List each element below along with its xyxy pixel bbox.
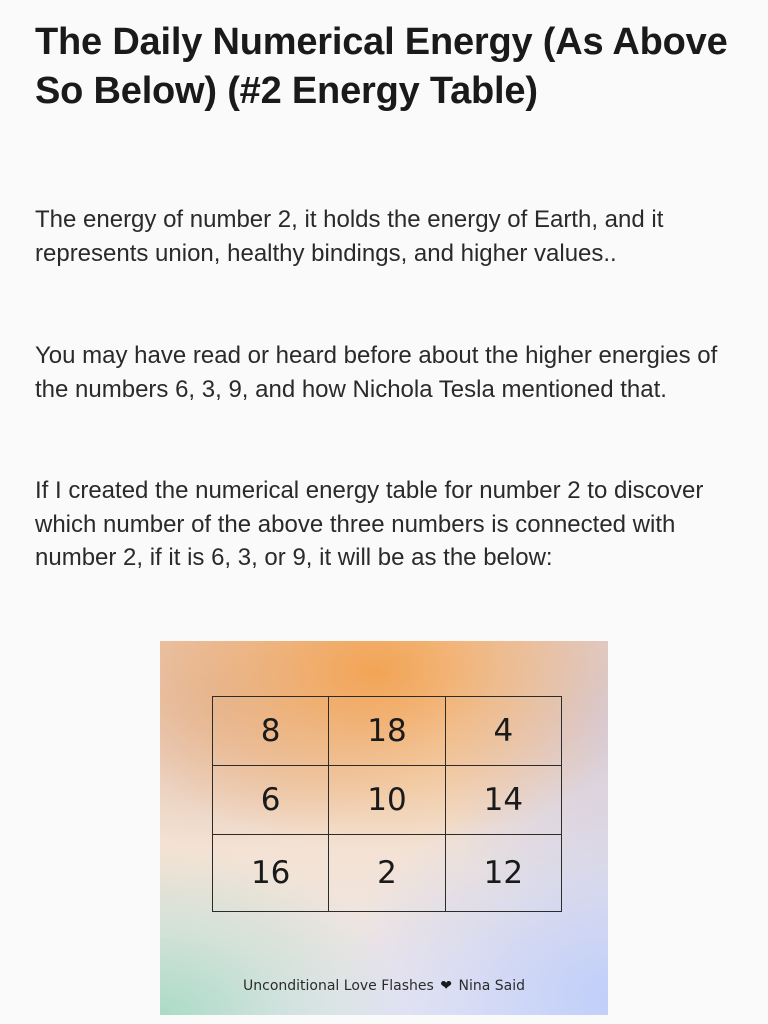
credit-source: Unconditional Love Flashes <box>243 978 434 994</box>
table-cell: 4 <box>445 697 561 766</box>
table-cell: 16 <box>213 835 329 912</box>
paragraph-earth-energy: The energy of number 2, it holds the energy of Earth, and it represents union, healthy bindings, and higher values.. <box>35 206 664 267</box>
table-cell: 14 <box>445 766 561 835</box>
paragraph-tesla-numbers: You may have read or heard before about the higher energies of the numbers 6, 3, 9, and how Nichola Tesla mentioned that. <box>35 342 718 403</box>
table-row <box>213 766 562 835</box>
article-title: The Daily Numerical Energy (As Above So Below) (#2 Energy Table) <box>35 21 728 112</box>
article <box>35 18 735 571</box>
table-cell: 10 <box>329 766 445 835</box>
table-cell: 18 <box>329 697 445 766</box>
table-cell: 8 <box>213 697 329 766</box>
heart-icon: ❤ <box>440 978 453 994</box>
table-cell: 12 <box>445 835 561 912</box>
paragraph-energy-table-intro: If I created the numerical energy table for number 2 to discover which number of the above three numbers is connected with number 2, if it is 6, 3, or 9, it will be as the below: <box>35 477 704 571</box>
table-cell: 6 <box>213 766 329 835</box>
table-row <box>213 835 562 912</box>
credit-author: Nina Said <box>458 978 525 994</box>
table-cell: 2 <box>329 835 445 912</box>
image-credit <box>160 978 608 994</box>
table-row <box>213 697 562 766</box>
energy-table-grid <box>212 696 562 912</box>
energy-table-image <box>160 641 608 1015</box>
